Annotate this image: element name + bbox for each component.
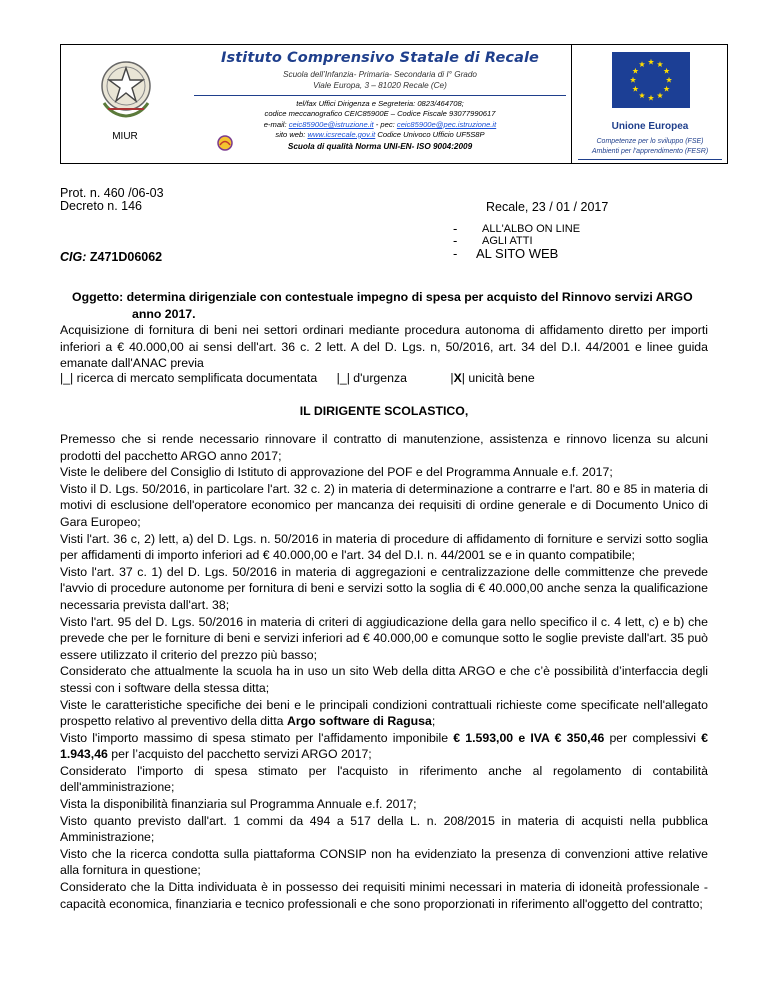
header-divider — [194, 95, 566, 96]
choice-uniqueness — [450, 371, 534, 385]
school-address: Viale Europa, 3 – 81020 Recale (Ce) — [313, 81, 447, 90]
p9-pre: Visto l'importo massimo di spesa stimato per l'affidamento imponibile — [60, 730, 454, 745]
paragraph-art37: Visto l'art. 37 c. 1) del D. Lgs. 50/2016 in materia di aggregazioni e centralizzazione delle committenze che prevede l'avvio di procedure autonome per fornitura di beni e servizi sotto la soglia di € 40.000,00 anche senza la qualificazione necessaria prevista dall'art. 38; — [60, 564, 708, 612]
pec-prefix: - pec: — [373, 119, 397, 129]
eu-fesr: Ambienti per l’apprendimento (FESR) — [591, 148, 709, 155]
quality-row — [189, 142, 571, 151]
p8-supplier: Argo software di Ragusa — [286, 714, 432, 729]
paragraph-consip: Visto che la ricerca condotta sulla piattaforma CONSIP non ha evidenziato la presenza di convenzioni attive relative alla fornitura in questione; — [60, 846, 708, 878]
contact-phone: tel/fax Uffici Dirigenza e Segreteria: 0823/464708; — [296, 99, 464, 108]
school-levels: Scuola dell’Infanzia- Primaria- Secondaria di I° Grado — [283, 70, 477, 79]
choice-market-research: |_| ricerca di mercato semplificata documentata — [60, 371, 318, 385]
procedure-choices — [60, 371, 535, 385]
letterhead-center — [189, 45, 571, 163]
distribution-atti: AGLI ATTI — [482, 235, 533, 247]
protocol-number: Prot. n. 460 /06-03 — [60, 186, 164, 200]
subject-line-2: anno 2017. — [132, 306, 196, 321]
quality-certification: Scuola di qualità Norma UNI-EN- ISO 9004:2009 — [287, 142, 473, 152]
intro-text: Acquisizione di fornitura di beni nei settori ordinari mediante procedura autonoma di affidamento diretto per importi inferiori a € 40.000,00 ai sensi dell'art. 36 c. 2 lett. A del D. Lgs. n, 50/2016, art. 34 del D.I. 44/2001 e linee guida emanate dall'ANAC previa — [60, 323, 708, 371]
eu-fse: Competenze per lo sviluppo (FSE) — [596, 138, 704, 145]
paragraph-caratteristiche — [60, 697, 708, 730]
quality-certification-logo-icon — [217, 135, 233, 151]
distribution-dash-1: - — [453, 221, 458, 236]
distribution-albo: ALL'ALBO ON LINE — [482, 223, 581, 235]
contact-block — [189, 99, 571, 140]
subject-line-1: Oggetto: determina dirigenziale con contestuale impegno di spesa per acquisto del Rinnovo servizi ARGO — [72, 290, 693, 304]
distribution-sito: AL SITO WEB — [476, 246, 559, 261]
cig-code — [60, 250, 162, 264]
place-date: Recale, 23 / 01 / 2017 — [486, 200, 609, 214]
eu-title: Unione Europea — [611, 121, 689, 132]
paragraph-legge-208: Visto quanto previsto dall'art. 1 commi da 494 a 517 della L. n. 208/2015 in materia di acquisti nella pubblica Amministrazione; — [60, 813, 708, 845]
paragraph-art32: Visto il D. Lgs. 50/2016, in particolare l'art. 32 c. 2) in materia di determinazione a contrarre e l'art. 80 e 85 in materia di motivi di esclusione dell'operatore economico per mancanza dei requisiti di ordine generale e di Documento Unico di Gara Europeo; — [60, 481, 708, 529]
letterhead-left — [61, 45, 189, 163]
pec-link[interactable]: ceic85900e@pec.istruzione.it — [396, 119, 497, 129]
choice-urgency: |_| d'urgenza — [336, 371, 407, 385]
paragraph-sito-web: Considerato che attualmente la scuola ha in uso un sito Web della ditta ARGO e che c’è possibilità d’interfaccia degli stessi con i software della stessa ditta; — [60, 664, 708, 695]
cig-value: Z471D06062 — [89, 250, 163, 264]
email-link[interactable]: ceic85900e@istruzione.it — [288, 119, 374, 129]
site-suffix: Codice Univoco Ufficio UF5S8P — [375, 129, 485, 139]
paragraph-art36: Visti l'art. 36 c, 2) lett, a) del D. Lgs. n. 50/2016 in materia di procedure di affidamento di forniture e servizi sotto soglia per affidamenti di importo inferiori ad € 40.000,00 e l'art. 34 del D.I. n. 44/2001 se e in quanto compatibile; — [60, 531, 708, 563]
paragraph-art95: Visto l'art. 95 del D. Lgs. 50/2016 in materia di criteri di aggiudicazione della gara nello specifico il c. 4 lett, c) e b) che prevede che per le forniture di beni e servizi inferiori ad € 40.000,00 e comunque sotto le soglie previste dall'art. 35 può essere utilizzato il criterio del prezzo più basso; — [60, 614, 708, 662]
main-body — [60, 431, 708, 912]
p9-amount-net-vat: € 1.593,00 e IVA € 350,46 — [453, 730, 605, 745]
eu-flag-icon — [612, 52, 690, 108]
paragraph-disponibilita: Vista la disponibilità finanziaria sul Programma Annuale e.f. 2017; — [60, 797, 417, 812]
paragraph-regolamento: Considerato l'importo di spesa stimato per l'acquisto in riferimento anche al regolamento di contabilità dell'amministrazione; — [60, 763, 708, 795]
miur-label: MIUR — [112, 131, 138, 142]
school-subtitle — [189, 69, 571, 91]
contact-codes: codice meccanografico CEIC85900E – Codice Fiscale 93077990617 — [264, 109, 496, 119]
subject-block — [72, 289, 732, 322]
p8-pre: Viste le caratteristiche specifiche dei beni e le principali condizioni contrattuali richieste come specificate nell'allegato prospetto relativo al preventivo della ditta — [60, 697, 708, 729]
school-name: Istituto Comprensivo Statale di Recale — [221, 50, 539, 66]
choice-uniqueness-mark: X — [453, 371, 462, 385]
contact-emails — [189, 120, 571, 130]
p8-post: ; — [431, 714, 436, 729]
choice-uniqueness-open: | — [450, 371, 454, 385]
eu-subtitle — [572, 137, 728, 157]
paragraph-premesso: Premesso che si rende necessario rinnovare il contratto di manutenzione, assistenza e rinnovo licenza su alcuni prodotti del pacchetto ARGO anno 2017; — [60, 432, 708, 463]
italian-republic-emblem-icon — [98, 59, 154, 119]
email-prefix: e-mail: — [263, 119, 289, 129]
intro-paragraph — [60, 322, 708, 372]
choice-uniqueness-label: | unicità bene — [461, 371, 535, 385]
paragraph-importo — [60, 730, 708, 763]
cig-label: CIG: — [60, 250, 90, 264]
paragraph-requisiti: Considerato che la Ditta individuata è in possesso dei requisiti minimi necessari in materia di idoneità professionale - capacità economica, finanziaria e tecnico professionali e che sono proporzionati in riferimento all'oggetto del contratto; — [60, 880, 708, 911]
p9-post: per l’acquisto del pacchetto servizi ARGO 2017; — [107, 747, 372, 762]
contact-site — [189, 130, 571, 140]
site-link[interactable]: www.icsrecale.gov.it — [307, 129, 376, 139]
letterhead-right — [571, 45, 727, 163]
eu-divider — [578, 159, 722, 160]
letterhead — [60, 44, 728, 164]
distribution-dash-3: - — [453, 246, 458, 261]
p9-mid: per complessivi — [604, 730, 702, 745]
distribution-dash-2: - — [453, 233, 458, 248]
paragraph-delibere: Viste le delibere del Consiglio di Istituto di approvazione del POF e del Programma Annuale e.f. 2017; — [60, 465, 613, 480]
heading-dirigente: IL DIRIGENTE SCOLASTICO, — [299, 404, 469, 418]
site-prefix: sito web: — [275, 129, 308, 139]
decree-number: Decreto n. 146 — [60, 199, 142, 213]
p9-amount-total: € 1.943,46 — [60, 730, 708, 762]
